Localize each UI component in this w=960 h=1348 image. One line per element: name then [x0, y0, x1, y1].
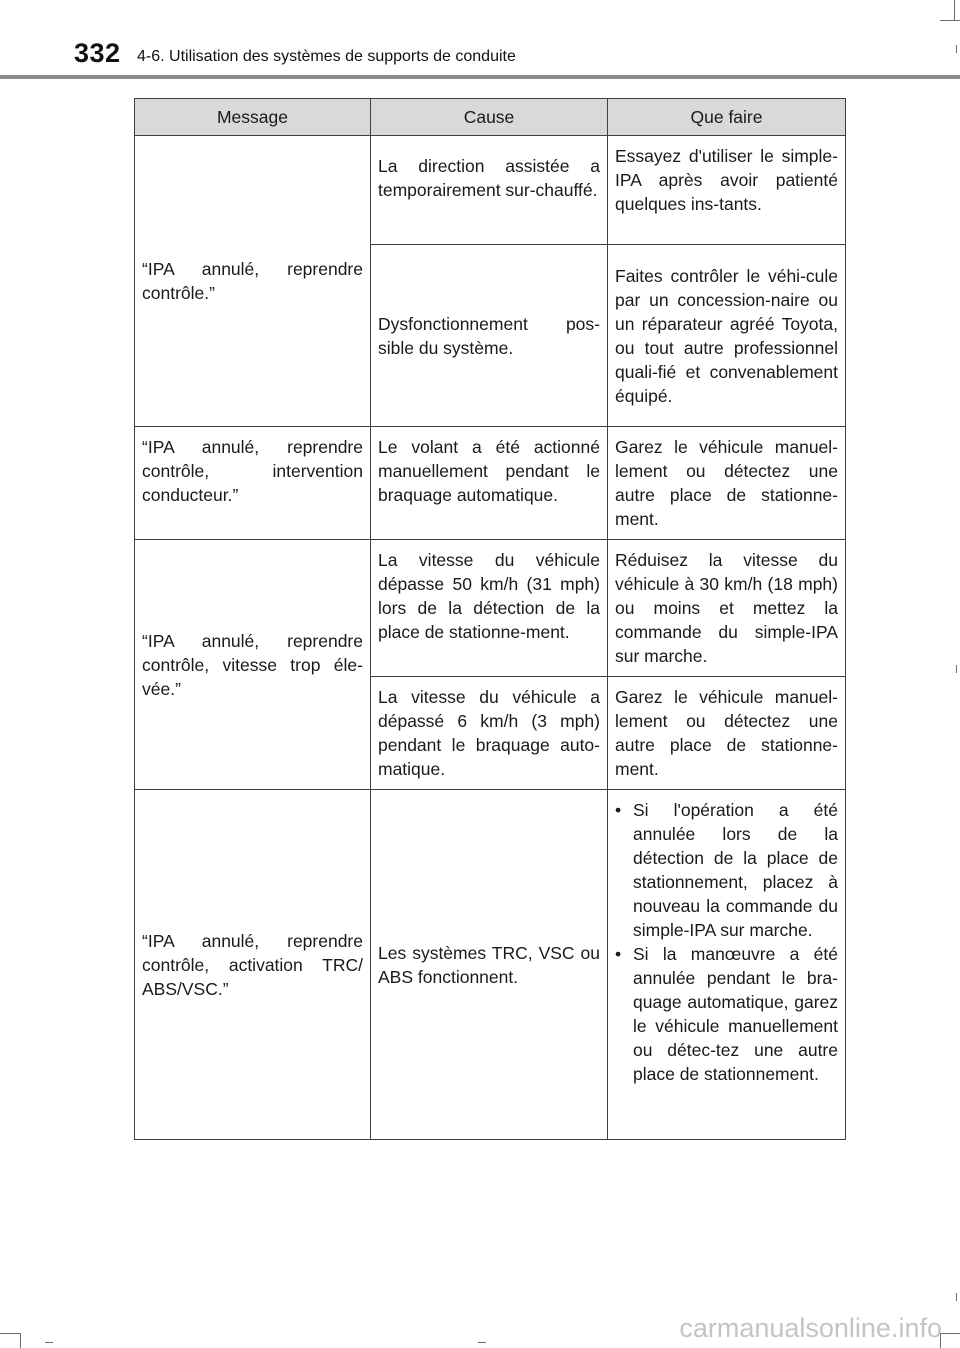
- table-header-row: [135, 99, 846, 136]
- column-header-message: Message: [135, 99, 371, 136]
- crop-mark: [956, 45, 957, 53]
- column-header-cause: Cause: [371, 99, 608, 136]
- watermark: carmanualsonline.info: [679, 1313, 942, 1343]
- table-row: [135, 790, 846, 1140]
- section-title: 4-6. Utilisation des systèmes de supports de conduite: [137, 48, 516, 65]
- action-cell: [608, 790, 846, 1140]
- crop-mark: [954, 0, 955, 20]
- bullet-icon: •: [615, 944, 622, 964]
- action-cell: Garez le véhicule manuel-lement ou détectez une autre place de stationne-ment.: [608, 677, 846, 790]
- table-row: [135, 136, 846, 245]
- action-cell: Réduisez la vitesse du véhicule à 30 km/h (18 mph) ou moins et mettez la commande du simple-IPA sur marche.: [608, 540, 846, 677]
- message-cell: “IPA annulé, reprendre contrôle, intervention conducteur.”: [135, 427, 371, 540]
- page-number: 332: [74, 38, 121, 68]
- action-cell: Faites contrôler le véhi-cule par un concession-naire ou un réparateur agréé Toyota, ou tout autre professionnel quali-fié et convenablement équipé.: [608, 245, 846, 427]
- message-cell: “IPA annulé, reprendre contrôle, activation TRC/ ABS/VSC.”: [135, 790, 371, 1140]
- cause-cell: Les systèmes TRC, VSC ou ABS fonctionnent.: [371, 790, 608, 1140]
- crop-mark: [956, 665, 957, 673]
- column-header-action: Que faire: [608, 99, 846, 136]
- cause-cell: Le volant a été actionné manuellement pendant le braquage automatique.: [371, 427, 608, 540]
- crop-mark: [0, 1333, 20, 1334]
- bullet-item: [615, 798, 838, 942]
- message-cell: “IPA annulé, reprendre contrôle.”: [135, 136, 371, 427]
- message-cell: “IPA annulé, reprendre contrôle, vitesse trop éle-vée.”: [135, 540, 371, 790]
- bullet-icon: •: [615, 800, 622, 820]
- crop-mark: [940, 1333, 960, 1334]
- bullet-item: [615, 942, 838, 1086]
- header-rule: [0, 75, 960, 79]
- bullet-text: Si la manœuvre a été annulée pendant le bra-quage automatique, garez le véhicule manuellement ou détec-tez une autre place de stationnement.: [633, 944, 838, 1084]
- action-bullet-list: [615, 798, 838, 1086]
- cause-cell: La direction assistée a temporairement sur-chauffé.: [371, 136, 608, 245]
- cause-cell: La vitesse du véhicule a dépassé 6 km/h (3 mph) pendant le braquage auto-matique.: [371, 677, 608, 790]
- table-row: [135, 540, 846, 677]
- cause-cell: La vitesse du véhicule dépasse 50 km/h (31 mph) lors de la détection de la place de stationne-ment.: [371, 540, 608, 677]
- action-cell: Garez le véhicule manuel-lement ou détectez une autre place de stationne-ment.: [608, 427, 846, 540]
- crop-mark: [478, 1342, 486, 1343]
- cause-cell: Dysfonctionnement pos-sible du système.: [371, 245, 608, 427]
- crop-mark: [20, 1333, 21, 1348]
- page-header: [0, 0, 960, 82]
- action-cell: Essayez d'utiliser le simple-IPA après avoir patienté quelques ins-tants.: [608, 136, 846, 245]
- bullet-text: Si l'opération a été annulée lors de la détection de la place de stationnement, placez à nouveau la commande du simple-IPA sur marche.: [633, 800, 838, 940]
- crop-mark: [45, 1342, 53, 1343]
- message-table: [134, 98, 846, 1140]
- crop-mark: [956, 1293, 957, 1301]
- table-row: [135, 427, 846, 540]
- crop-mark: [940, 20, 960, 21]
